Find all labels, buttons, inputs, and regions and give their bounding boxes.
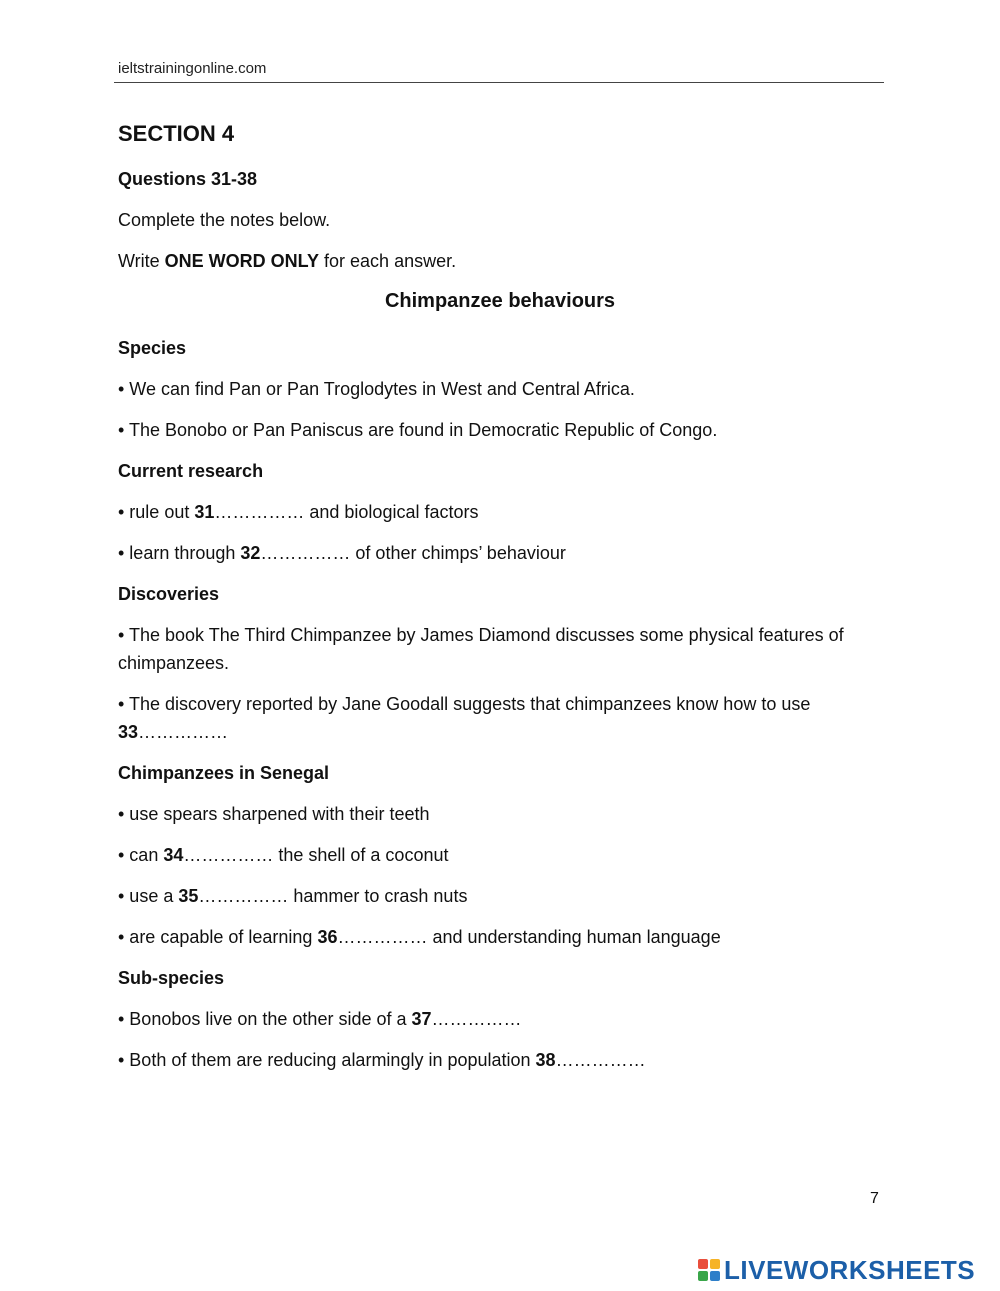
- q37-number: 37: [411, 1009, 432, 1029]
- q32-pre: • learn through: [118, 543, 241, 563]
- q38-number: 38: [535, 1050, 556, 1070]
- question-37: [118, 1005, 522, 1033]
- q37-blank[interactable]: ……………: [431, 1009, 522, 1029]
- q38-blank[interactable]: ……………: [555, 1050, 646, 1070]
- q31-number: 31: [194, 502, 215, 522]
- q36-pre: • are capable of learning: [118, 927, 318, 947]
- question-31: [118, 498, 478, 526]
- instruction-write-pre: Write: [118, 251, 165, 271]
- discoveries-item: • The book The Third Chimpanzee by James Diamond discusses some physical features of chimpanzees.: [118, 625, 844, 673]
- q34-blank[interactable]: …………… the shell of a coconut: [183, 845, 449, 865]
- q35-pre: • use a: [118, 886, 179, 906]
- q35-number: 35: [178, 886, 199, 906]
- q33-number: 33: [118, 722, 139, 742]
- species-item: • We can find Pan or Pan Troglodytes in West and Central Africa.: [118, 379, 635, 399]
- q38-pre: • Both of them are reducing alarmingly in population: [118, 1050, 536, 1070]
- discoveries-heading: Discoveries: [118, 584, 220, 604]
- question-32: [118, 539, 566, 567]
- logo-square: [698, 1271, 708, 1281]
- questions-label: Questions 31-38: [118, 169, 258, 189]
- liveworksheets-logo[interactable]: [698, 1255, 975, 1285]
- header-divider: [114, 82, 884, 83]
- logo-square: [710, 1259, 720, 1269]
- question-35: [118, 882, 467, 910]
- species-heading: Species: [118, 338, 187, 358]
- logo-icon: [698, 1259, 720, 1281]
- logo-square: [710, 1271, 720, 1281]
- senegal-heading: Chimpanzees in Senegal: [118, 763, 330, 783]
- research-heading: Current research: [118, 461, 264, 481]
- q34-number: 34: [163, 845, 184, 865]
- q33-pre: • The discovery reported by Jane Goodall suggests that chimpanzees know how to use: [118, 694, 811, 714]
- page-number: 7: [870, 1190, 879, 1207]
- q31-blank[interactable]: …………… and biological factors: [214, 502, 479, 522]
- instruction-write: [118, 247, 456, 275]
- senegal-item: • use spears sharpened with their teeth: [118, 804, 430, 824]
- q37-pre: • Bonobos live on the other side of a: [118, 1009, 412, 1029]
- q35-blank[interactable]: …………… hammer to crash nuts: [198, 886, 468, 906]
- q31-pre: • rule out: [118, 502, 195, 522]
- instruction-complete: Complete the notes below.: [118, 210, 331, 230]
- subspecies-heading: Sub-species: [118, 968, 225, 988]
- site-url: ieltstrainingonline.com: [118, 60, 267, 77]
- question-36: [118, 923, 721, 951]
- q32-number: 32: [240, 543, 261, 563]
- logo-square: [698, 1259, 708, 1269]
- question-38: [118, 1046, 646, 1074]
- instruction-write-bold: ONE WORD ONLY: [164, 251, 320, 271]
- section-title: SECTION 4: [118, 121, 235, 146]
- question-34: [118, 841, 448, 869]
- q32-blank[interactable]: …………… of other chimps’ behaviour: [260, 543, 566, 563]
- q33-blank[interactable]: ……………: [138, 722, 229, 742]
- notes-title: Chimpanzee behaviours: [384, 290, 616, 312]
- q36-number: 36: [317, 927, 338, 947]
- logo-text: LIVEWORKSHEETS: [724, 1254, 976, 1285]
- question-33: [118, 690, 878, 746]
- instruction-write-post: for each answer.: [319, 251, 457, 271]
- q34-pre: • can: [118, 845, 164, 865]
- q36-blank[interactable]: …………… and understanding human language: [337, 927, 721, 947]
- species-item: • The Bonobo or Pan Paniscus are found in Democratic Republic of Congo.: [118, 420, 718, 440]
